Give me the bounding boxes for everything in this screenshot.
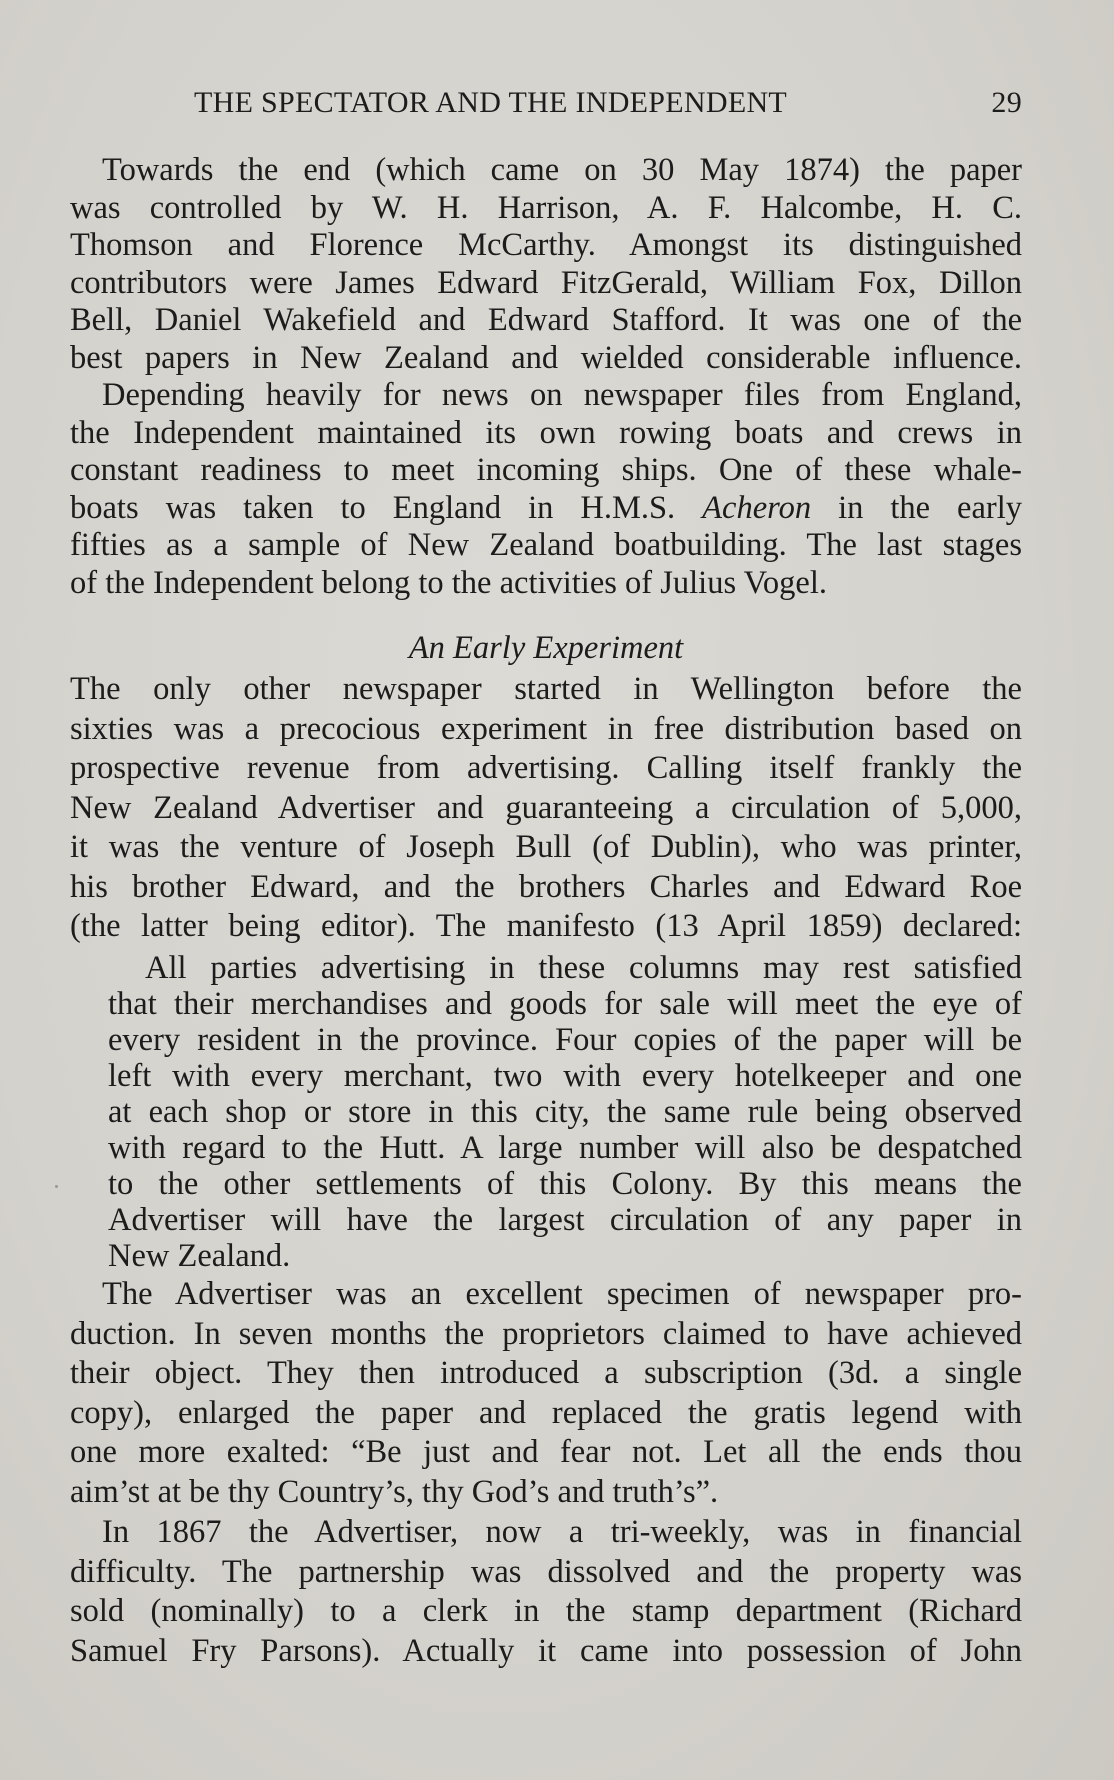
paragraph-5: [70, 1514, 1022, 1672]
text-line: copy), enlarged the paper and replaced the gratis legend with: [70, 1394, 1022, 1431]
quote-line: that their merchandises and goods for sale will meet the eye of: [108, 986, 1022, 1022]
running-head-title: THE SPECTATOR AND THE INDEPENDENT: [194, 86, 788, 119]
text-line: The only other newspaper started in Wellington before the: [70, 671, 1022, 707]
text-line: sold (nominally) to a clerk in the stamp department (Richard: [70, 1593, 1022, 1629]
paragraph-3: [70, 671, 1022, 948]
text-line: best papers in New Zealand and wielded considerable influence.: [70, 339, 1022, 376]
quote-line: left with every merchant, two with every hotelkeeper and one: [108, 1058, 1022, 1094]
paragraph-4: [70, 1276, 1022, 1513]
text-line: duction. In seven months the proprietors claimed to have achieved: [70, 1315, 1022, 1352]
text-line: of the Independent belong to the activities of Julius Vogel.: [70, 564, 827, 601]
text-line: their object. They then introduced a subscription (3d. a single: [70, 1355, 1022, 1391]
text-line: Towards the end (which came on 30 May 1874) the paper: [102, 152, 1022, 188]
text-segment: boats was taken to England in H.M.S.: [70, 489, 703, 526]
text-line: prospective revenue from advertising. Calling itself frankly the: [70, 750, 1022, 786]
text-line: sixties was a precocious experiment in free distribution based on: [70, 710, 1022, 747]
text-line: one more exalted: “Be just and fear not. Let all the ends thou: [70, 1434, 1022, 1470]
print-speck: [55, 1185, 58, 1188]
quote-line: every resident in the province. Four copies of the paper will be: [108, 1022, 1022, 1058]
text-line: constant readiness to meet incoming ships. One of these whale-: [70, 452, 1022, 488]
block-quote: [70, 950, 1022, 1274]
paragraph-1: [70, 152, 1022, 377]
text-line: (the latter being editor). The manifesto (13 April 1859) declared:: [70, 908, 1022, 944]
text-line: Thomson and Florence McCarthy. Amongst its distinguished: [70, 227, 1022, 263]
text-line: the Independent maintained its own rowing boats and crews in: [70, 414, 1022, 451]
text-segment: in the early: [811, 489, 1022, 526]
page-number: 29: [991, 86, 1022, 119]
quote-line: to the other settlements of this Colony. By this means the: [108, 1166, 1022, 1202]
quote-line: Advertiser will have the largest circulation of any paper in: [108, 1202, 1022, 1238]
text-line: difficulty. The partnership was dissolved and the property was: [70, 1553, 1022, 1590]
quote-line: New Zealand.: [108, 1238, 291, 1274]
text-line: The Advertiser was an excellent specimen of newspaper pro-: [102, 1276, 1022, 1312]
running-head: [70, 86, 1022, 126]
ship-name-italic: Acheron: [702, 489, 812, 526]
quote-line: with regard to the Hutt. A large number will also be despatched: [108, 1130, 1022, 1166]
quote-line: at each shop or store in this city, the same rule being observed: [108, 1094, 1022, 1130]
text-line: contributors were James Edward FitzGerald, William Fox, Dillon: [70, 264, 1022, 301]
text-line: it was the venture of Joseph Bull (of Dublin), who was printer,: [70, 829, 1022, 865]
section-heading: An Early Experiment: [408, 630, 684, 666]
text-line: Samuel Fry Parsons). Actually it came into possession of John: [70, 1632, 1022, 1669]
text-line: aim’st at be thy Country’s, thy God’s and truth’s”.: [70, 1473, 719, 1510]
text-line: was controlled by W. H. Harrison, A. F. Halcombe, H. C.: [70, 189, 1022, 226]
text-line: Bell, Daniel Wakefield and Edward Stafford. It was one of the: [70, 302, 1022, 338]
text-line: his brother Edward, and the brothers Charles and Edward Roe: [70, 868, 1022, 905]
paragraph-2: [70, 377, 1022, 602]
text-line: New Zealand Advertiser and guaranteeing a circulation of 5,000,: [70, 789, 1022, 826]
text-line: In 1867 the Advertiser, now a tri-weekly, was in financial: [102, 1514, 1022, 1550]
text-line-with-italic: [70, 490, 1022, 528]
quote-line: All parties advertising in these columns may rest satisfied: [145, 950, 1022, 986]
text-line: Depending heavily for news on newspaper files from England,: [102, 377, 1022, 413]
text-line: fifties as a sample of New Zealand boatbuilding. The last stages: [70, 527, 1022, 563]
